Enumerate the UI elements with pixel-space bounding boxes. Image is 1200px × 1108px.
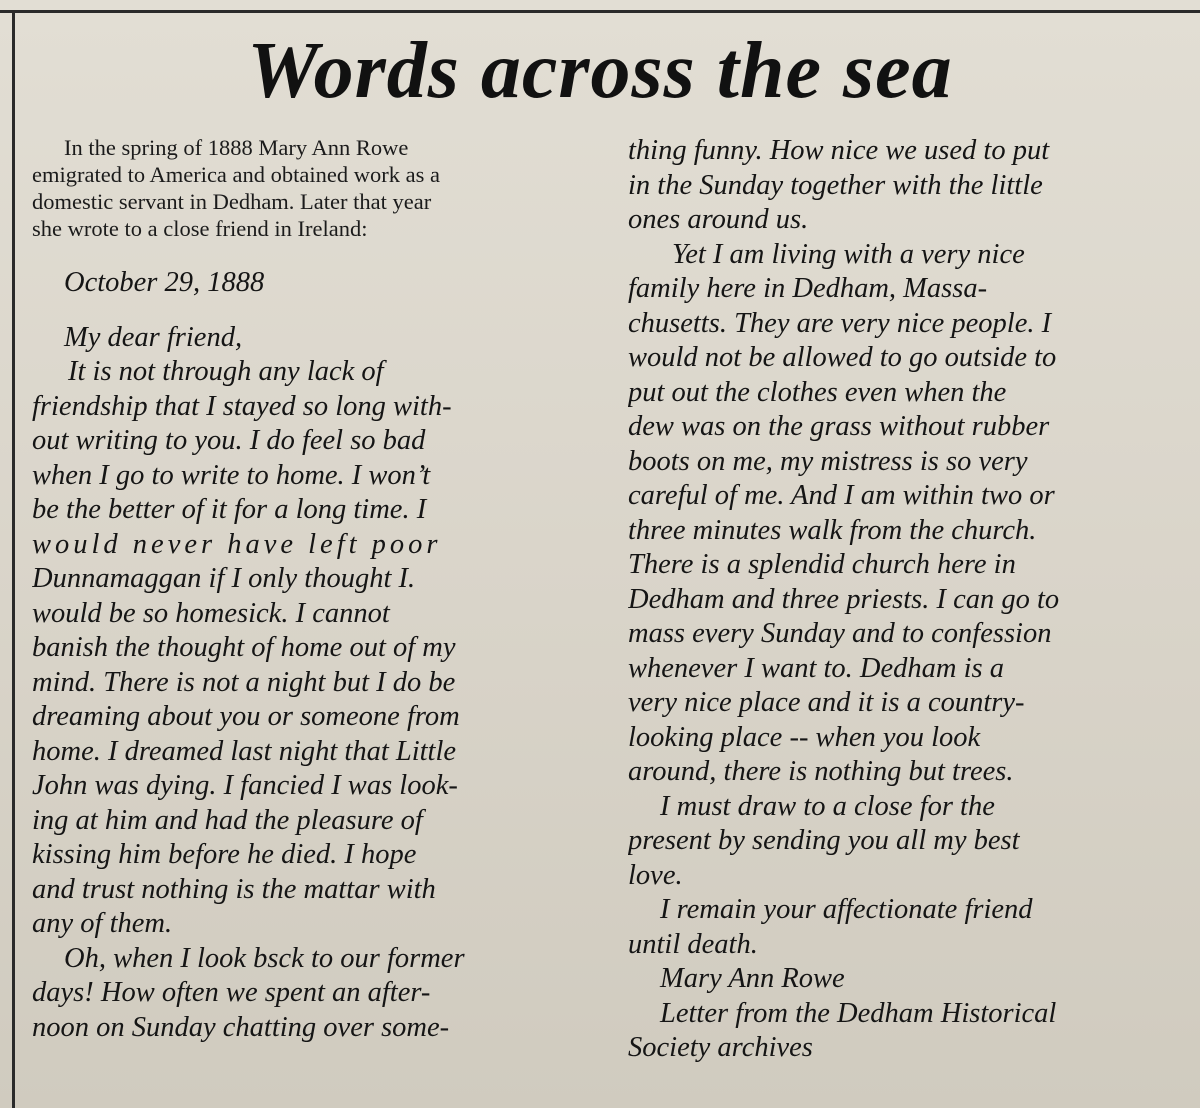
text-line: days! How often we spent an after- [32, 977, 431, 1008]
text-line: present by sending you all my best [628, 825, 1020, 856]
text-line: would not be allowed to go outside to [628, 342, 1057, 373]
text-line: mass every Sunday and to confession [628, 618, 1052, 649]
text-line: any of them. [32, 908, 173, 939]
intro-paragraph [32, 134, 592, 242]
text-line: ing at him and had the pleasure of [32, 804, 423, 836]
text-line: very nice place and it is a country- [628, 687, 1025, 718]
signature: Mary Ann Rowe [660, 963, 845, 994]
text-line: kissing him before he died. I hope [32, 839, 417, 870]
text-line: around, there is nothing but trees. [628, 756, 1014, 787]
text-line: out writing to you. I do feel so bad [32, 425, 426, 456]
text-line: banish the thought of home out of my [32, 632, 456, 663]
text-line: Oh, when I look bsck to our former [64, 942, 465, 974]
text-line: Dunnamaggan if I only thought I. [32, 563, 416, 594]
left-column [32, 134, 592, 1045]
text-line: ones around us. [628, 204, 809, 235]
source-credit: Letter from the Dedham Historical [660, 997, 1057, 1029]
right-column [628, 134, 1178, 1066]
left-rule [12, 10, 15, 1108]
text-line: put out the clothes even when the [628, 376, 1007, 408]
intro-line: emigrated to America and obtained work as a [32, 162, 440, 187]
source-credit: Society archives [628, 1032, 813, 1063]
text-line: dreaming about you or someone from [32, 701, 460, 732]
letter-body-left [32, 355, 592, 1045]
text-line: John was dying. I fancied I was look- [32, 770, 458, 801]
text-line: It is not through any lack of [68, 356, 384, 387]
closing-line: until death. [628, 928, 758, 960]
text-line: would be so homesick. I cannot [32, 597, 390, 629]
text-line: be the better of it for a long time. I [32, 494, 427, 525]
text-line: love. [628, 859, 683, 891]
intro-line: domestic servant in Dedham. Later that year [32, 189, 432, 214]
intro-line: she wrote to a close friend in Ireland: [32, 216, 368, 241]
salutation: My dear friend, [64, 321, 243, 353]
text-line: dew was on the grass without rubber [628, 411, 1050, 442]
text-line: when I go to write to home. I won’t [32, 459, 431, 491]
text-line: careful of me. And I am within two or [628, 480, 1055, 511]
text-line: home. I dreamed last night that Little [32, 735, 457, 767]
text-line: would never have left poor [32, 528, 442, 560]
text-line: whenever I want to. Dedham is a [628, 652, 1004, 684]
text-line: I must draw to a close for the [660, 790, 995, 822]
text-line: Yet I am living with a very nice [672, 238, 1025, 270]
headline: Words across the sea [247, 27, 953, 115]
text-line: Dedham and three priests. I can go to [628, 583, 1060, 615]
letter-date: October 29, 1888 [64, 267, 265, 298]
text-line: in the Sunday together with the little [628, 169, 1043, 201]
text-line: thing funny. How nice we used to put [628, 135, 1050, 166]
text-line: mind. There is not a night but I do be [32, 666, 456, 698]
text-line: boots on me, my mistress is so very [628, 445, 1028, 477]
text-line: family here in Dedham, Massa- [628, 273, 988, 304]
text-line: There is a splendid church here in [628, 549, 1016, 580]
intro-line: In the spring of 1888 Mary Ann Rowe [64, 135, 409, 160]
text-line: chusetts. They are very nice people. I [628, 307, 1052, 339]
text-line: looking place -- when you look [628, 721, 981, 753]
text-line: friendship that I stayed so long with- [32, 390, 452, 422]
top-rule [0, 10, 1200, 13]
text-line: and trust nothing is the mattar with [32, 873, 436, 905]
text-line: noon on Sunday chatting over some- [32, 1011, 450, 1043]
text-line: three minutes walk from the church. [628, 514, 1037, 546]
closing-line: I remain your affectionate friend [660, 894, 1033, 925]
